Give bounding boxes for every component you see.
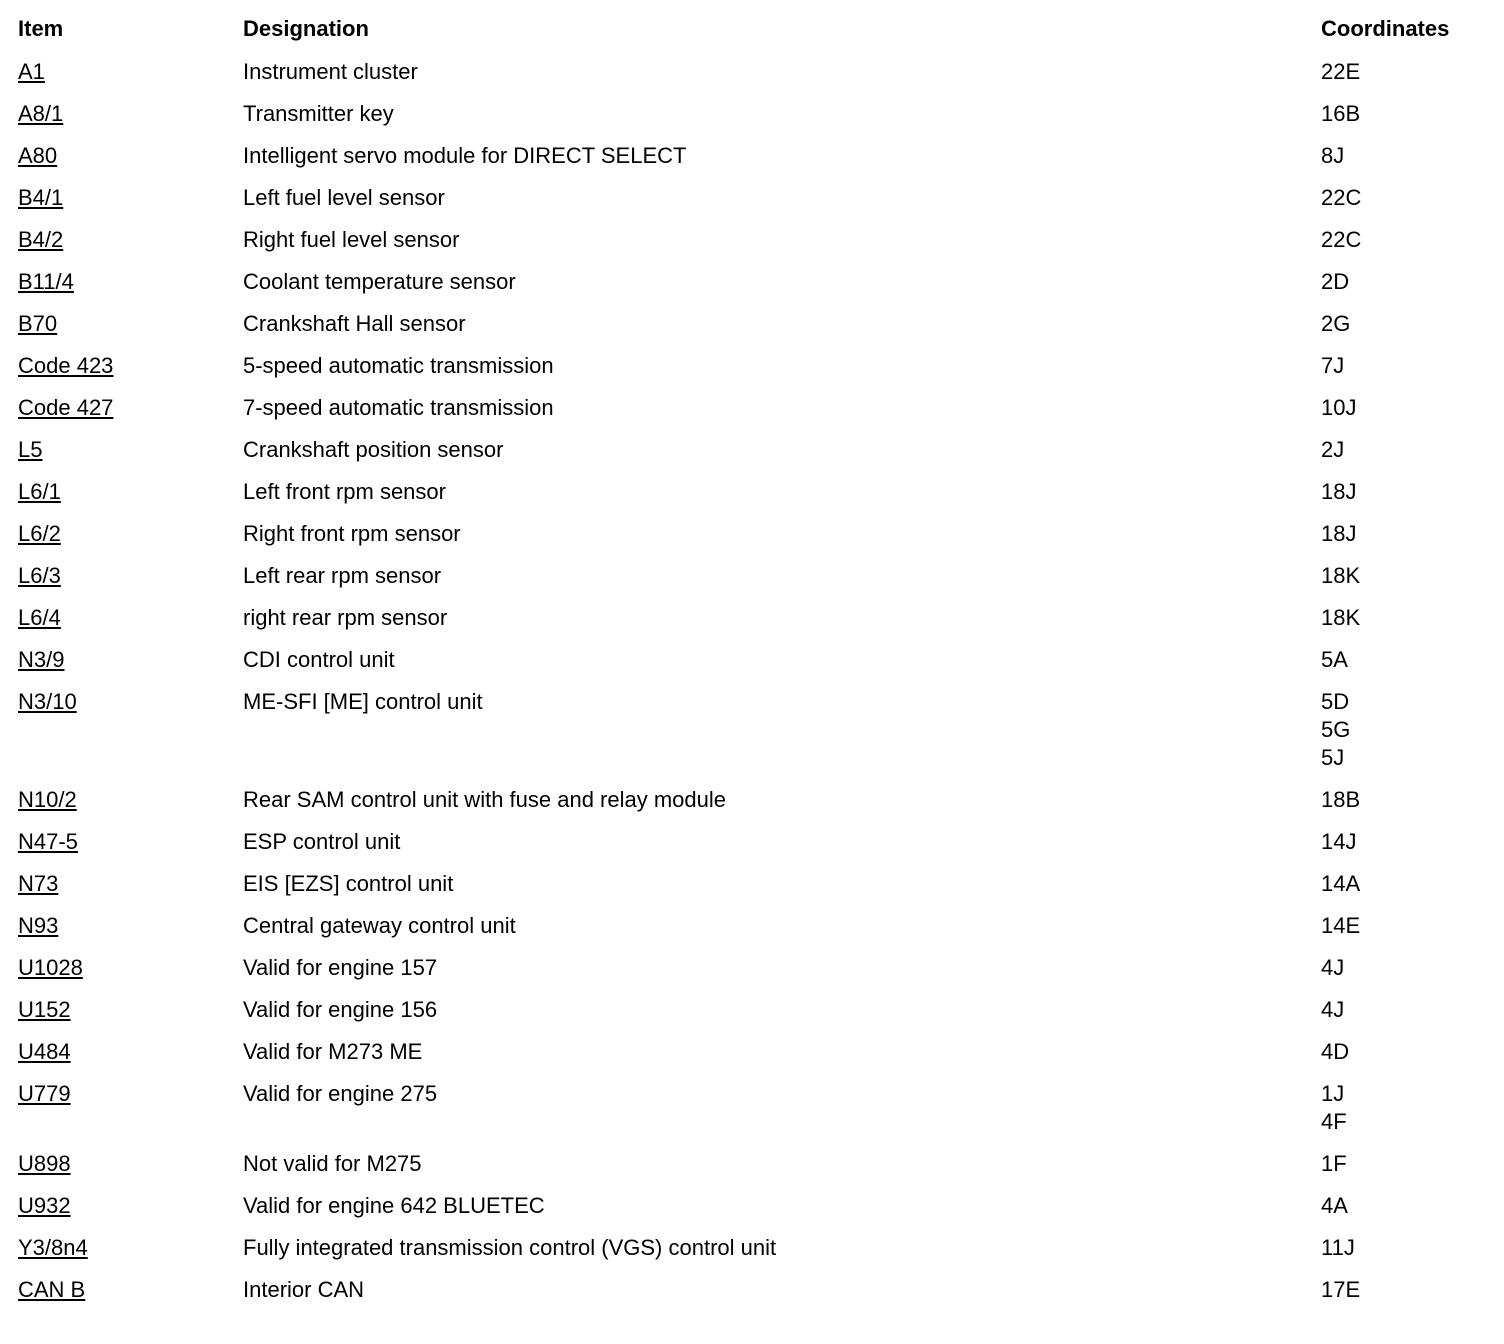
item-link[interactable]: Code 427 (18, 395, 114, 420)
item-cell (18, 226, 243, 254)
coordinate-value: 5G (1321, 717, 1351, 742)
coordinates-cell (1321, 310, 1488, 338)
item-link[interactable]: B11/4 (18, 269, 74, 294)
item-link[interactable]: U484 (18, 1039, 71, 1064)
table-row (18, 827, 1488, 869)
coordinate-value: 16B (1321, 101, 1361, 126)
designation-cell: Valid for engine 157 (243, 955, 438, 980)
table-row (18, 1149, 1488, 1191)
coordinate-value: 18J (1321, 479, 1357, 504)
designation-cell: Fully integrated transmission control (VGS) control unit (243, 1235, 777, 1260)
item-link[interactable]: L6/4 (18, 605, 61, 630)
item-cell (18, 688, 243, 716)
item-cell (18, 58, 243, 86)
designation-cell: Interior CAN (243, 1277, 365, 1302)
item-cell (18, 100, 243, 128)
designation-column-header: Designation (243, 16, 369, 41)
designation-cell: 7-speed automatic transmission (243, 395, 554, 420)
table-row (18, 645, 1488, 687)
item-link[interactable]: Code 423 (18, 353, 114, 378)
coordinate-value: 4J (1321, 955, 1345, 980)
designation-cell: Valid for engine 275 (243, 1081, 438, 1106)
item-cell (18, 394, 243, 422)
item-column-header: Item (18, 16, 64, 41)
coordinates-cell (1321, 1150, 1488, 1178)
table-row (18, 309, 1488, 351)
item-link[interactable]: N93 (18, 913, 59, 938)
coordinate-value: 4J (1321, 997, 1345, 1022)
designation-cell: ESP control unit (243, 829, 401, 854)
coordinate-value: 1J (1321, 1081, 1345, 1106)
coordinate-value: 22C (1321, 185, 1362, 210)
table-row (18, 785, 1488, 827)
coordinates-cell (1321, 954, 1488, 982)
item-cell (18, 1192, 243, 1220)
item-link[interactable]: B4/1 (18, 185, 64, 210)
coordinates-cell (1321, 688, 1488, 772)
designation-cell: Rear SAM control unit with fuse and relay module (243, 787, 727, 812)
coordinate-value: 5A (1321, 647, 1348, 672)
coordinates-cell (1321, 1234, 1488, 1262)
coordinate-value: 8J (1321, 143, 1345, 168)
item-link[interactable]: L6/2 (18, 521, 61, 546)
item-cell (18, 1150, 243, 1178)
coordinate-value: 22C (1321, 227, 1362, 252)
coordinate-value: 10J (1321, 395, 1357, 420)
coordinates-cell (1321, 562, 1488, 590)
table-row (18, 1191, 1488, 1233)
designation-cell: Transmitter key (243, 101, 394, 126)
item-cell (18, 1080, 243, 1108)
item-cell (18, 912, 243, 940)
table-row (18, 183, 1488, 225)
item-link[interactable]: U1028 (18, 955, 83, 980)
coordinate-value: 4D (1321, 1039, 1350, 1064)
coordinates-cell (1321, 604, 1488, 632)
coordinate-value: 5D (1321, 689, 1350, 714)
item-link[interactable]: CAN B (18, 1277, 86, 1302)
designation-cell: Left front rpm sensor (243, 479, 446, 504)
table-row (18, 1037, 1488, 1079)
item-cell (18, 184, 243, 212)
item-link[interactable]: A8/1 (18, 101, 64, 126)
designation-cell: Coolant temperature sensor (243, 269, 516, 294)
designation-cell: Left fuel level sensor (243, 185, 445, 210)
item-cell (18, 436, 243, 464)
coordinates-cell (1321, 226, 1488, 254)
item-cell (18, 828, 243, 856)
coordinates-cell (1321, 1038, 1488, 1066)
coordinate-value: 18K (1321, 605, 1361, 630)
coordinates-cell (1321, 478, 1488, 506)
designation-cell: Central gateway control unit (243, 913, 516, 938)
table-row (18, 99, 1488, 141)
table-row (18, 351, 1488, 393)
item-cell (18, 646, 243, 674)
table-row (18, 435, 1488, 477)
designation-cell: Not valid for M275 (243, 1151, 422, 1176)
table-row (18, 603, 1488, 645)
coordinates-cell (1321, 996, 1488, 1024)
coordinate-value: 4F (1321, 1109, 1347, 1134)
coordinates-column-header: Coordinates (1321, 16, 1450, 41)
table-row (18, 911, 1488, 953)
designation-cell: Valid for engine 642 BLUETEC (243, 1193, 545, 1218)
item-link[interactable]: L6/1 (18, 479, 61, 504)
coordinate-value: 18K (1321, 563, 1361, 588)
coordinate-value: 14E (1321, 913, 1361, 938)
designation-cell: 5-speed automatic transmission (243, 353, 554, 378)
coordinates-cell (1321, 394, 1488, 422)
table-row (18, 267, 1488, 309)
item-link[interactable]: B4/2 (18, 227, 64, 252)
item-cell (18, 562, 243, 590)
table-body (18, 57, 1488, 1317)
designation-cell: right rear rpm sensor (243, 605, 448, 630)
coordinates-cell (1321, 352, 1488, 380)
item-cell (18, 954, 243, 982)
item-link[interactable]: A80 (18, 143, 58, 168)
coordinates-cell (1321, 1276, 1488, 1304)
item-cell (18, 1038, 243, 1066)
table-row (18, 57, 1488, 99)
coordinate-value: 7J (1321, 353, 1345, 378)
item-link[interactable]: N73 (18, 871, 59, 896)
designation-cell: EIS [EZS] control unit (243, 871, 454, 896)
table-row (18, 225, 1488, 267)
coordinate-value: 22E (1321, 59, 1361, 84)
item-link[interactable]: B70 (18, 311, 58, 336)
coordinates-cell (1321, 912, 1488, 940)
designation-cell: Crankshaft Hall sensor (243, 311, 466, 336)
table-header (18, 14, 1488, 57)
coordinates-cell (1321, 58, 1488, 86)
designation-cell: ME-SFI [ME] control unit (243, 689, 483, 714)
designation-cell: Crankshaft position sensor (243, 437, 504, 462)
item-link[interactable]: U898 (18, 1151, 71, 1176)
item-cell (18, 1234, 243, 1262)
coordinates-cell (1321, 1080, 1488, 1136)
item-cell (18, 142, 243, 170)
item-cell (18, 310, 243, 338)
item-link[interactable]: N3/9 (18, 647, 65, 672)
coordinates-cell (1321, 870, 1488, 898)
coordinate-value: 18J (1321, 521, 1357, 546)
designation-cell: Right front rpm sensor (243, 521, 461, 546)
coordinate-value: 11J (1321, 1235, 1355, 1260)
item-cell (18, 604, 243, 632)
item-cell (18, 996, 243, 1024)
designation-cell: Valid for engine 156 (243, 997, 438, 1022)
coordinates-cell (1321, 646, 1488, 674)
coordinate-value: 14J (1321, 829, 1357, 854)
item-link[interactable]: L5 (18, 437, 43, 462)
item-link[interactable]: Y3/8n4 (18, 1235, 88, 1260)
item-link[interactable]: U932 (18, 1193, 71, 1218)
coordinate-value: 1F (1321, 1151, 1347, 1176)
table-row (18, 477, 1488, 519)
coordinates-cell (1321, 142, 1488, 170)
item-link[interactable]: U152 (18, 997, 71, 1022)
table-row (18, 393, 1488, 435)
item-link[interactable]: N10/2 (18, 787, 77, 812)
item-link[interactable]: L6/3 (18, 563, 61, 588)
coordinates-cell (1321, 520, 1488, 548)
designation-cell: Intelligent servo module for DIRECT SELECT (243, 143, 687, 168)
table-row (18, 141, 1488, 183)
table-row (18, 995, 1488, 1037)
table-row (18, 953, 1488, 995)
coordinates-cell (1321, 184, 1488, 212)
item-link[interactable]: A1 (18, 59, 45, 84)
designation-cell: Left rear rpm sensor (243, 563, 442, 588)
item-cell (18, 1276, 243, 1304)
table-row (18, 561, 1488, 603)
item-link[interactable]: N47-5 (18, 829, 78, 854)
table-row (18, 1275, 1488, 1317)
designation-cell: CDI control unit (243, 647, 395, 672)
table-row (18, 1079, 1488, 1149)
coordinates-cell (1321, 786, 1488, 814)
coordinates-cell (1321, 100, 1488, 128)
coordinate-value: 17E (1321, 1277, 1361, 1302)
item-cell (18, 268, 243, 296)
table-row (18, 1233, 1488, 1275)
item-link[interactable]: N3/10 (18, 689, 77, 714)
coordinate-value: 5J (1321, 745, 1345, 770)
designation-cell: Valid for M273 ME (243, 1039, 423, 1064)
coordinate-value: 4A (1321, 1193, 1348, 1218)
component-legend-table (18, 14, 1488, 1317)
coordinate-value: 2J (1321, 437, 1345, 462)
item-cell (18, 520, 243, 548)
designation-cell: Instrument cluster (243, 59, 418, 84)
item-cell (18, 786, 243, 814)
coordinates-cell (1321, 1192, 1488, 1220)
table-row (18, 519, 1488, 561)
item-cell (18, 478, 243, 506)
item-cell (18, 870, 243, 898)
table-row (18, 687, 1488, 785)
coordinates-cell (1321, 436, 1488, 464)
designation-cell: Right fuel level sensor (243, 227, 460, 252)
coordinate-value: 14A (1321, 871, 1361, 896)
coordinates-cell (1321, 828, 1488, 856)
coordinate-value: 2D (1321, 269, 1350, 294)
coordinate-value: 18B (1321, 787, 1361, 812)
table-row (18, 869, 1488, 911)
item-link[interactable]: U779 (18, 1081, 71, 1106)
coordinates-cell (1321, 268, 1488, 296)
item-cell (18, 352, 243, 380)
coordinate-value: 2G (1321, 311, 1351, 336)
